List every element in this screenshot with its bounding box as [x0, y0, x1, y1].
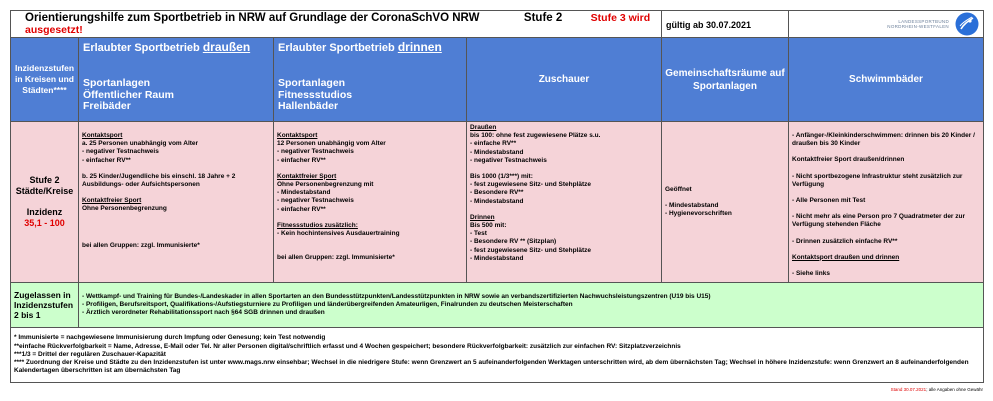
sports-guidance-table: [10, 10, 984, 383]
spectators-outdoor-heading: Draußen: [470, 124, 497, 131]
indoor-rules-cell: [274, 122, 467, 283]
pools-rule-text: - Alle Personen mit Test: [792, 197, 866, 205]
footnotes-row: [11, 328, 984, 383]
spectators-rule-item: - einfache RV**: [470, 140, 517, 148]
lsb-emblem-icon: [955, 12, 979, 36]
outdoor-groups-note: bei allen Gruppen: zzgl. Immunisierte*: [82, 241, 200, 249]
spectators-rule-text: Bis 1000 (1/3***) mit:: [470, 173, 533, 181]
spectators-rules-cell: [467, 122, 662, 283]
common-rooms-status: Geöffnet: [665, 185, 692, 193]
spectators-rule-item: - fest zugewiesene Sitz- und Stehplätze: [470, 181, 591, 189]
indoor-groups-note: bei allen Gruppen: zzgl. Immunisierte*: [277, 254, 395, 262]
footnote: * Immunisierte = nachgewiesene Immunisierung durch Impfung oder Genesung; kein Test notwendig: [14, 334, 326, 342]
indoor-rule-item: - Kein hochintensives Ausdauertraining: [277, 230, 400, 238]
logo-wordmark: LANDESSPORTBUND NORDRHEIN-WESTFALEN: [887, 19, 949, 29]
inzidenz-label: Inzidenz: [26, 207, 63, 217]
pools-rule-text: - Nicht sportbezogene Infrastruktur steht zusätzlich zur Verfügung: [792, 172, 963, 188]
zugelassen-item: - Wettkampf- und Training für Bundes-/Landeskader in allen Sportarten an den Bundesstützpunkten/Landesstützpunkten in NRW sowie an verbandszertifizierten Nachwuchsleistungszentren (U19 bis U15): [82, 292, 711, 300]
spectators-rule-item: - negativer Testnachweis: [470, 156, 547, 164]
valid-from-date: gültig ab 30.07.2021: [666, 20, 752, 30]
spectators-rule-text: bis 100: ohne fest zugewiesene Plätze s.u.: [470, 132, 601, 140]
stufe2-label: Stufe 2: [523, 12, 563, 24]
stufe3-warning: Stufe 3 wird ausgesetzt!: [25, 12, 651, 36]
spectators-indoor-heading: Drinnen: [470, 213, 495, 221]
spectators-rule-item: - Besondere RV**: [470, 189, 524, 197]
spectators-rule-text: Bis 500 mit:: [470, 222, 507, 230]
spectators-rule-item: - fest zugewiesene Sitz- und Stehplätze: [470, 246, 591, 254]
indoor-rule-text: Ohne Personenbegrenzung mit: [277, 181, 374, 189]
outdoor-rule-text: b. 25 Kinder/Jugendliche bis einschl. 18 Jahre + 2 Ausbildungs- oder Aufsichtspersonen: [82, 172, 236, 189]
indoor-rule-item: - einfacher RV**: [277, 205, 326, 213]
outdoor-header-line: Öffentlicher Raum: [83, 88, 175, 101]
footnote: ***1/3 = Drittel der regulären Zuschauer-Kapazität: [14, 350, 166, 358]
indoor-header-line: Sportanlagen: [278, 77, 346, 89]
pools-rule-text: - Siehe links: [792, 270, 830, 278]
spectators-rule-item: - Mindestabstand: [470, 148, 524, 156]
pools-header: Schwimmbäder: [789, 38, 984, 122]
spectators-rule-item: - Test: [470, 230, 487, 238]
zugelassen-row: [11, 283, 984, 328]
stufe2-row: [11, 122, 984, 283]
common-rooms-header: Gemeinschaftsräume auf Sportanlagen: [662, 38, 789, 122]
zugelassen-item: - Ärztlich verordneter Rehabilitationssport nach §64 SGB drinnen und draußen: [82, 309, 325, 317]
inzidenz-range: 35,1 - 100: [24, 218, 65, 228]
zugelassen-item: - Profiligen, Berufsreitsport, Qualifikations-/Aufstiegsturniere zu Profiligen und länderübergreifenden Amateurligen, Finalrunden zu deutschen Meisterschaften: [82, 300, 573, 308]
indoor-fitness-heading: Fitnessstudios zusätzlich:: [277, 221, 358, 229]
footnotes-cell: [11, 328, 984, 383]
spectators-rule-item: - Besondere RV ** (Sitzplan): [470, 238, 557, 246]
indoor-rule-item: - einfacher RV**: [277, 156, 326, 164]
zugelassen-label: Zugelassen in Inzidenzstufen 2 bis 1: [11, 283, 79, 328]
pools-rules-cell: [789, 122, 984, 283]
zugelassen-items-cell: [79, 283, 984, 328]
indoor-kontaktsport-heading: Kontaktsport: [277, 132, 318, 139]
indoor-rule-text: 12 Personen unabhängig vom Alter: [277, 140, 386, 148]
outdoor-header-line: Freibäder: [83, 100, 131, 112]
outdoor-rule-text: a. 25 Personen unabhängig vom Alter: [82, 140, 199, 148]
outdoor-rule-item: - negativer Testnachweis: [82, 148, 159, 156]
pools-rule-text: - Anfänger-/Kleinkinderschwimmen: drinnen bis 20 Kinder / draußen bis 30 Kinder: [792, 132, 975, 148]
common-rooms-item: - Mindestabstand: [665, 201, 719, 209]
stufe2-label-cell: [11, 122, 79, 283]
spectators-header: Zuschauer: [467, 38, 662, 122]
valid-from-cell: [662, 11, 789, 38]
indoor-header-line: Fitnessstudios: [278, 88, 353, 101]
stamp-note: alle Angaben ohne Gewähr: [928, 387, 983, 392]
outdoor-kontaktfrei-heading: Kontaktfreier Sport: [82, 197, 142, 205]
pools-kontaktsport-heading: Kontaktsport draußen und drinnen: [792, 253, 900, 261]
document-stamp: Stand 30.07.2021; alle Angaben ohne Gewähr: [890, 387, 983, 392]
outdoor-kontaktsport-heading: Kontaktsport: [82, 132, 123, 139]
footnote: **** Zuordnung der Kreise und Städte zu den Inzidenzstufen ist unter www.mags.nrw einsehbar; Wechsel in die niedrigere Stufe: wenn Grenzwert an 5 aufeinanderfolgenden Werktagen unterschritten wird, ab dem übernächsten Tag; Wechsel in höhere Inzidenzstufe: wenn Grenzwert an 8 aufeinanderfolgenden Kalendertagen überschritten ist am übernächsten Tag: [14, 359, 969, 375]
page-title: Orientierungshilfe zum Sportbetrieb in NRW auf Grundlage der CoronaSchVO NRW: [25, 12, 480, 24]
incidence-header: Inzidenzstufen in Kreisen und Städten****: [11, 38, 79, 122]
title-cell: [11, 11, 662, 38]
indoor-rule-item: - negativer Testnachweis: [277, 197, 354, 205]
outdoor-rule-item: - einfacher RV**: [82, 156, 131, 164]
document-sheet: [10, 10, 983, 391]
outdoor-rules-cell: [79, 122, 274, 283]
spectators-rule-item: - Mindestabstand: [470, 254, 524, 262]
indoor-header: Erlaubter Sportbetrieb drinnen Sportanlagen Fitnessstudios Hallenbäder: [274, 38, 467, 122]
pools-rule-text: - Nicht mehr als eine Person pro 7 Quadratmeter der zur Verfügung stehenden Fläche: [792, 213, 966, 229]
outdoor-rule-text: Ohne Personenbegrenzung: [82, 205, 167, 213]
indoor-rule-item: - Mindestabstand: [277, 189, 331, 197]
common-rooms-item: - Hygienevorschriften: [665, 210, 732, 218]
column-header-row: [11, 38, 984, 122]
lsb-logo: [789, 12, 983, 36]
indoor-header-line: Hallenbäder: [278, 100, 339, 112]
outdoor-header: Erlaubter Sportbetrieb draußen Sportanlagen Öffentlicher Raum Freibäder: [79, 38, 274, 122]
pools-rule-text: Kontaktfreier Sport draußen/drinnen: [792, 156, 905, 164]
title-row: [11, 11, 984, 38]
footnote: **einfache Rückverfolgbarkeit = Name, Adresse, E-Mail oder Tel. Nr aller Personen digital/schriftlich erfasst und 4 Wochen gespeichert; besondere Rückverfolgbarkeit: zusätzlich zur einfachen RV: Sitzplatzverzeichnis: [14, 342, 681, 350]
indoor-kontaktfrei-heading: Kontaktfreier Sport: [277, 172, 337, 180]
indoor-rule-item: - negativer Testnachweis: [277, 148, 354, 156]
stamp-date: Stand 30.07.2021: [890, 387, 927, 392]
common-rooms-rules-cell: [662, 122, 789, 283]
stufe2-row-label: Stufe 2 Städte/Kreise: [15, 175, 74, 196]
outdoor-header-line: Sportanlagen: [83, 77, 151, 89]
spectators-rule-item: - Mindestabstand: [470, 197, 524, 205]
logo-cell: [789, 11, 984, 38]
pools-rule-text: - Drinnen zusätzlich einfache RV**: [792, 237, 898, 245]
